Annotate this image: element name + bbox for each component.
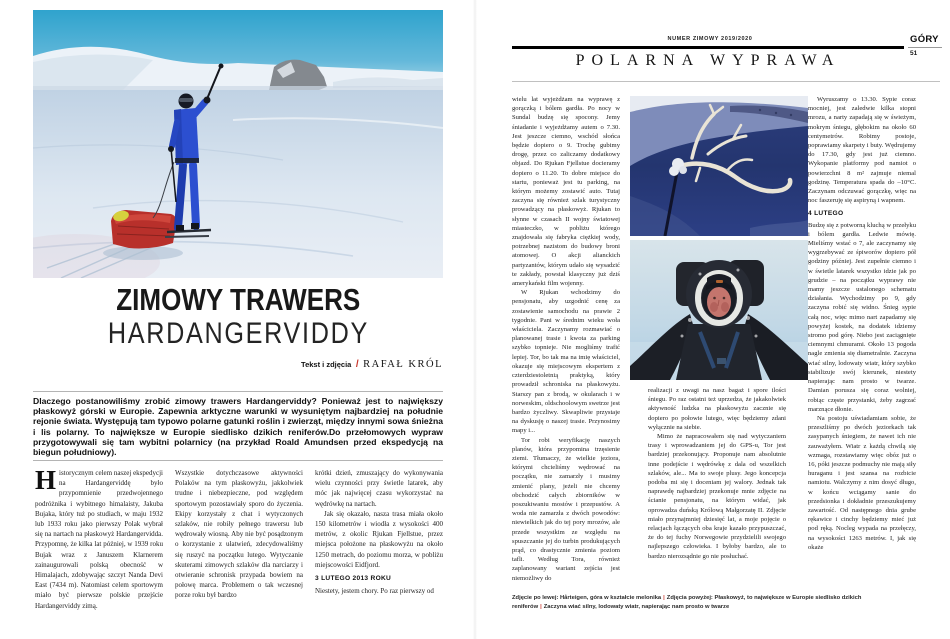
byline-slash: / <box>355 359 359 370</box>
photo-captions <box>512 594 908 611</box>
body-paragraph: Tor robi weryfikację naszych planów, która przypomina trzęsienie ziemi. Tłumaczy, że wielkie jeziora, którymi chcieliśmy wędrować na początku, nie zamarzły i musimy zmienić plany, jeżeli nie chcemy obchodzić całych zbiorników w poszukiwaniu mostów i przepustów. A woda nie zamarzła z dwóch powodów: niewielkich jak do tej pory mrozów, ale przede wszystkim ze względu na spuszczanie jej do turbin produkujących prąd, co drastycznie zmienia poziom tafli. Według Tora, również zaplanowany wariant zejścia jest niemożliwy do <box>512 436 620 582</box>
body-paragraph: realizacji z uwagi na nasz bagaż i spore ilości śniegu. Po raz ostatni też uprzedza, że jakakolwiek aktywność ludzka na płaskowyżu zacznie się dopiero po połowie lutego, więc będziemy zdani wyłącznie na siebie. <box>648 387 786 431</box>
intro-rule-top <box>33 391 443 392</box>
photo-reindeer-antler <box>630 96 808 236</box>
body-paragraph: krótki dzień, zmuszający do wykonywania wielu czynności przy świetle latarek, aby móc jak najwięcej czasu wykorzystać na wędrówkę na nartach. <box>315 469 443 508</box>
right-page-column-1 <box>512 95 620 587</box>
diary-subhead-4-lutego: 4 LUTEGO <box>808 210 844 218</box>
body-paragraph <box>35 468 163 611</box>
logo-rule <box>908 47 942 48</box>
byline-author: RAFAŁ KRÓL <box>363 359 443 370</box>
body-paragraph: wielu lat wyjeżdżam na wyprawę z gorączką i bólem gardła. Po nocy w Sundal budzę się spocony. Jemy śniadanie i wyjeżdżamy autem o 7.30. Jest jeszcze ciemno, wschód słońca będzie dopiero o 9. Trochę gubimy drogę, przez co zaliczamy dodatkowy objazd. Do Rjukan Fjellstue docieramy dopiero o 11.20. To dobre miejsce do startu, ponieważ jest tu parking, na którym możemy zostawić auto. Tutaj zaczyna się również szlak turystyczny prowadzący na płaskowyż. Rjukan to słynne w czasach II wojny światowej miasteczko, w pobliżu którego znajdowała się fabryka ciężkiej wody, potrzebnej nazistom do budowy broni atomowej. O akcji alianckich partyzantów, którym udało się wysadzić te zakłady, powstał klasyczny już dziś amerykański film wojenny. <box>512 96 620 288</box>
header-rule-thick <box>512 46 904 49</box>
drop-cap: H <box>35 468 57 495</box>
caption-separator: | <box>663 595 665 601</box>
issue-label: NUMER ZIMOWY 2019/2020 <box>667 36 753 42</box>
caption-separator: | <box>540 603 542 610</box>
body-paragraph: Jak się okazało, nasza trasa miała około 150 kilometrów i wiodła z wysokości 400 metrów, z okolic Rjukan Fjellstue, przez miejsca położone na płaskowyżu na około 1250 metrach, do poziomu morza, w pobliżu miejscowości Eidfjord. <box>315 509 443 569</box>
hero-photo-skier-with-sled <box>33 10 443 278</box>
caption-left-photo: Zdjęcie po lewej: Hårteigen, góra w kształcie melonika <box>512 595 662 601</box>
body-paragraph: W Rjukan wchodzimy do pensjonatu, aby uzgodnić cenę za zostawienie samochodu na prawie 2 tygodnie. Pani w średnim wieku woła właściciela. Zaczynamy rozmawiać o planowanej trasie i kwota za parking szybko topnieje. Nie mogliśmy trafić lepiej. Tor, bo tak ma na imię właściciel, okazuje się miejscowym ekspertem z czterdziestoletnią praktyką, który prowadził schroniska na płaskowyżu. Starszy pan z brodą, w okularach i w norweskim, oldschoolowym swetrze jest bardzo życzliwy. Skwapliwie przystaje na dyskusję o naszej trasie. Przynosimy mapy i... <box>512 289 620 435</box>
left-page-column-1 <box>35 468 163 618</box>
body-text: istorycznym celem naszej ekspedycji na Hardangerviddę było przypomnienie przedwojennego podróżnika i wybitnego himalaisty, Jakuba Bujaka, który tuż po studiach, w maju 1932 lub 1933 roku jako pierwszy Polak wybrał się na nartach na płaskowyż Hardangervidda. Przypomnę, że kilka lat później, w 1939 roku Bujak wraz z Januszem Klarnerem zainaugurowali polską obecność w Himalajach, zdobywając szczyt Nanda Devi East (7434 m). Natomiast celem sportowym miało być pierwsze polskie przejście Hardangerviddy zimą. <box>35 469 163 610</box>
byline <box>33 359 443 370</box>
byline-label: Tekst i zdjęcia <box>301 360 352 369</box>
page-number: 51 <box>910 50 918 57</box>
diary-subhead-3-lutego: 3 LUTEGO 2013 ROKU <box>315 575 392 583</box>
article-title <box>33 284 443 349</box>
right-page-column-2 <box>648 386 786 588</box>
magazine-logo: GÓRY <box>910 34 939 45</box>
intro-paragraph: Dlaczego postanowiliśmy zrobić zimowy trawers Hardangerviddy? Ponieważ jest to największy płaskowyż górski w Europie. Zapewnia arktyczne warunki w wysuniętym najbardziej na południe rejonie świata. Występują tam typowo polarne gatunki roślin i zwierząt, między innymi sowa śnieżna i lis polarny. To największe w Europie siedlisko dzikich reniferów.Do przełomowych wypraw przygotowywali się tam wybitni polarnicy (na przykład Roald Amundsen przed ekspedycją na biegun południowy). <box>33 396 443 458</box>
portrait-photo-illustration <box>630 240 808 380</box>
page-gutter <box>473 0 477 639</box>
article-title-line2: HARDANGERVIDDY <box>107 316 369 350</box>
intro-rule-bottom <box>33 460 443 461</box>
antler-photo-illustration <box>630 96 808 236</box>
left-page-column-2 <box>175 468 303 618</box>
left-page-column-3 <box>315 468 443 618</box>
caption-portrait-photo: Zaczyna wiać silny, lodowaty wiatr, napierając nam prosto w twarze <box>543 603 730 610</box>
header-rule-thin <box>512 81 940 82</box>
article-title-line1: ZIMOWY TRAWERS <box>115 282 360 317</box>
body-paragraph: Wyruszamy o 13.30. Sypie coraz mocniej, jest zaledwie kilka stopni mrozu, a narty zapadają się w świeżym, mokrym śniegu, głębokim na około 60 centymetrów. Robimy postoje, poprawiamy skarpety i buty. Wędrujemy do 17.30, gdy jest już ciemno. Wykopanie platformy pod namiot o powierzchni 8 m² zajmuje niemal godzinę. Temperatura spada do –10°C. Zaczynam odczuwać gorączkę, więc na noc faszeruję się aspiryną i wapnem. <box>808 96 916 205</box>
body-paragraph: Wszystkie dotychczasowe aktywności Polaków na tym płaskowyżu, jakkolwiek trudne i niebezpieczne, pod względem sportowym pozostawiały sporo do życzenia. Ekipy korzystały z chat i wytyczonych szlaków, nie robiły pełnego trawersu lub wędrowały wiosną. Aby nie być posądzonym o korzystanie z ułatwień, zdecydowaliśmy się ruszyć na początku lutego. Wytyczanie skuterami zimowych szlaków dla narciarzy i otwieranie schronisk przypada bowiem na połowę marca. Problemem o tak wczesnej porze roku był bardzo <box>175 469 303 600</box>
body-paragraph: Budzę się z potworną kluchą w przełyku i bólem gardła. Ledwie mówię. Mieliśmy wstać o 7, ale zaczynamy się wygrzebywać ze śpiworów dopiero pół godziny później. Jest zupełnie ciemno i w świetle latarek wszystko idzie jak po grudzie – na początku wyprawy nie mamy jeszcze ustalonego schematu działania. Wychodzimy po 9, gdy zaczyna robić się widno. Śnieg sypie całą noc, więc mimo nart zapadamy się powyżej kostek, na dodatek idziemy stromo pod górę. Niebo jest zaciągnięte ciemnymi chmurami. Około 13 pogoda nagle zmienia się diametralnie. Zaczyna wiać silny, lodowaty wiatr, który szybko stabilizuje swój kierunek, niestety napierając nam prosto w twarze. Damian porusza się coraz wolniej, robiąc częste przystanki, żeby zagrzać marznące dłonie. <box>808 221 916 413</box>
body-paragraph: Na postoju uświadamiam sobie, że przeszliśmy po dwóch jeziorkach tak zasypanych śniegiem, że nawet ich nie zauważyłem. Wiatr z każdą chwilą się wzmaga, rozstawiamy więc obóz już o 16, póki jeszcze podmuchy nie mają siły huraganu i jest szansa na rozbicie namiotu. Walczymy z nim dosyć długo, w końcu wciągamy sanie do przedsionka i dokładnie przeszukujemy zawartość. Od następnego dnia grube rękawice i cinchy będziemy mieć już pod ręką. Nocleg wypada na przełęczy, na wysokości 1263 metrów. I, jak się okaże <box>808 414 916 551</box>
photo-portrait-frosted-hood <box>630 240 808 380</box>
caption-photos-above: Zdjęcia powyżej: Płaskowyż, to największe w Europie siedlisko dzikich reniferów <box>512 595 862 610</box>
body-paragraph: Mimo że napracowałem się nad wytyczaniem trasy i wprowadzaniem jej do GPS-u, Tor jest bardziej przekonujący. Proponuje nam absolutnie inne podejście i wędrówkę z dala od wszelkich szlaków, ale... Ma to swoje plusy. Jego koncepcja podoba mi się i doceniam jej walory. Jednak tak naprawdę najbardziej przekonuje mnie zdjęcie na ścianie pensjonatu, na którym widać, jak oprowadza duńską Królową Małgorzatę II. Zdjęcie miało przynajmniej dziesięć lat, a moje pojęcie o relacjach łączących oba kraje kazało przypuszczać, że do tej fuchy Norwegowie przydzielili swojego najlepszego człowieka. I byłoby bardzo, ale to bardzo nierozsądnie go nie posłuchać. <box>648 433 786 560</box>
section-title: POLARNA WYPRAWA <box>575 52 841 69</box>
body-paragraph: Niestety, jestem chory. Po raz pierwszy od <box>315 587 434 596</box>
skier-photo-illustration <box>33 10 443 278</box>
right-page-column-3 <box>808 95 916 587</box>
